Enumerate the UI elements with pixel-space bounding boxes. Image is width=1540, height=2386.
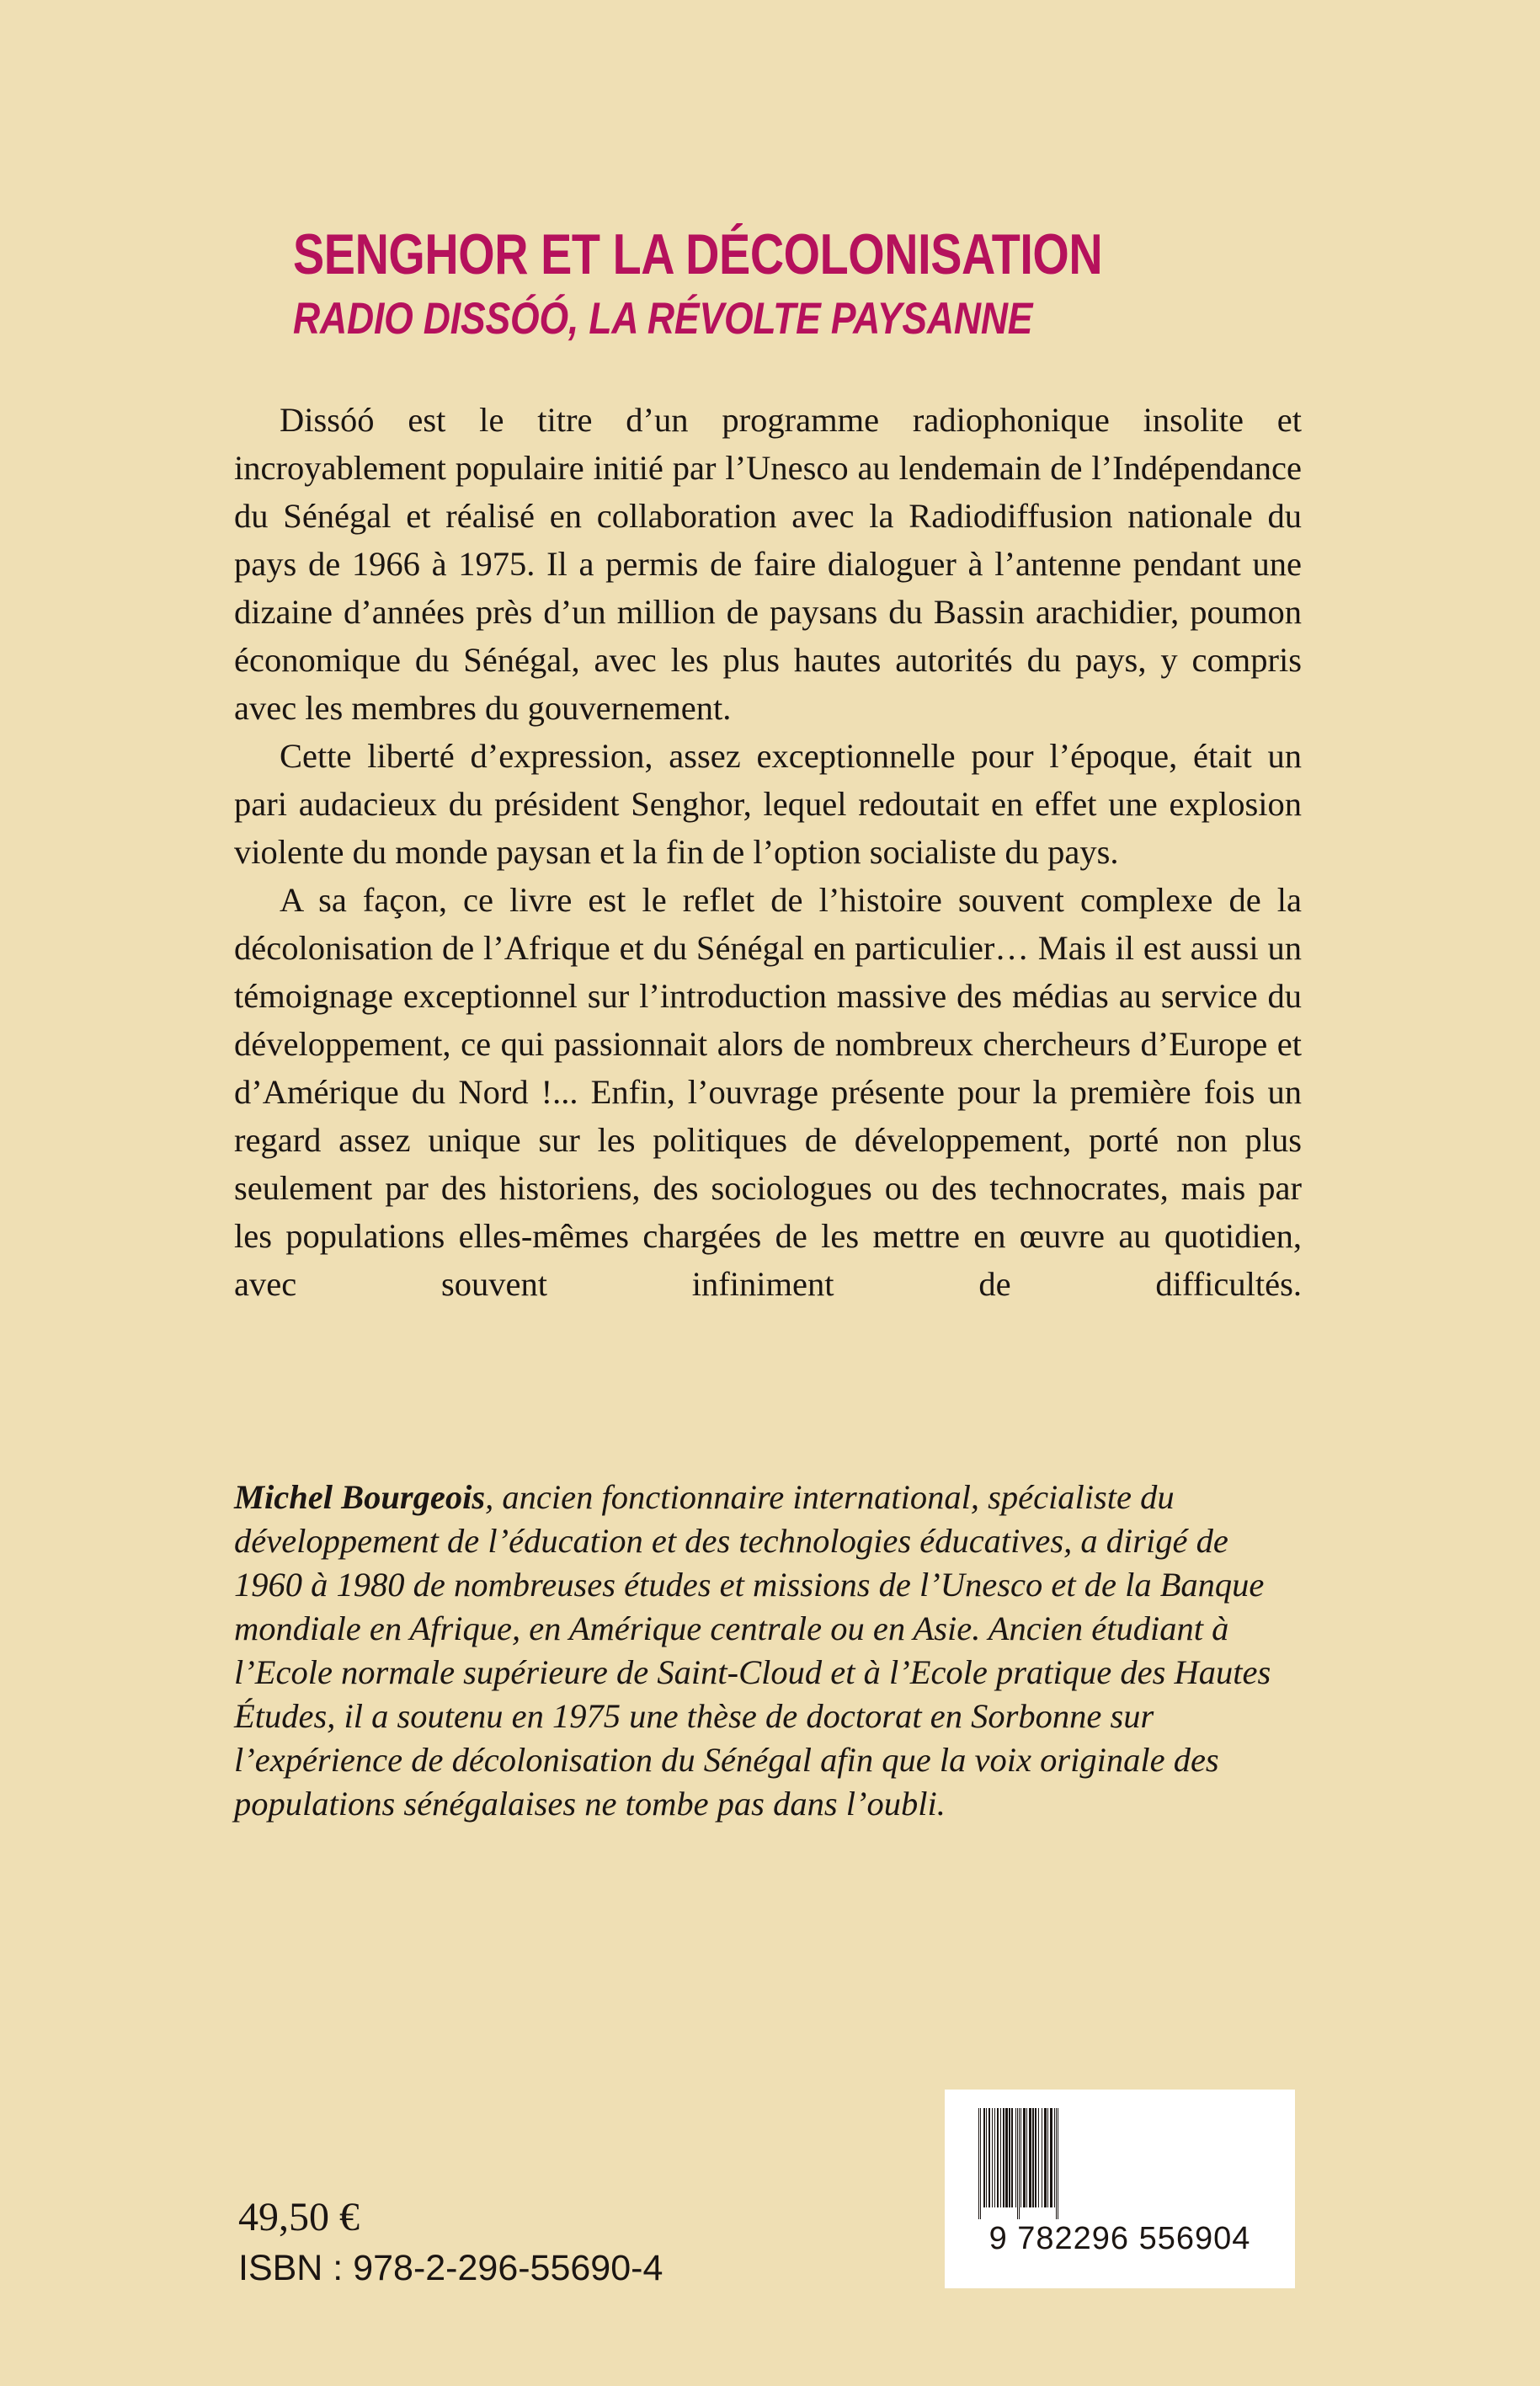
blurb-text <box>234 396 1302 1356</box>
barcode-inner <box>978 2108 1261 2257</box>
book-main-title: SENGHOR ET LA DÉCOLONISATION <box>293 222 1103 286</box>
author-bio <box>234 1476 1302 1826</box>
author-bio-text: , ancien fonctionnaire international, spécialiste du développement de l’éducation et des technologies éducatives, a dirigé de 1960 à 1980 de nombreuses études et missions de l’Unesco et de la Banque mondiale en Afrique, en Amérique centrale ou en Asie. Ancien étudiant à l’Ecole normale supérieure de Saint-Cloud et à l’Ecole pratique des Hautes Études, il a soutenu en 1975 une thèse de doctorat en Sorbonne sur l’expérience de décolonisation du Sénégal afin que la voix originale des populations sénégalaises ne tombe pas dans l’oubli. <box>234 1478 1271 1823</box>
author-bio-paragraph <box>234 1476 1302 1826</box>
title-block <box>293 222 1303 344</box>
blurb-paragraph-1: Dissóó est le titre d’un programme radiophonique insolite et incroyablement populaire initié par l’Unesco au lendemain de l’Indépendance du Sénégal et réalisé en collaboration avec la Radiodiffusion nationale du pays de 1966 à 1975. Il a permis de faire dialoguer à l’antenne pendant une dizaine d’années près d’un million de paysans du Bassin arachidier, poumon économique du Sénégal, avec les plus hautes autorités du pays, y compris avec les membres du gouvernement. <box>234 401 1302 727</box>
blurb-paragraph-2: Cette liberté d’expression, assez exceptionnelle pour l’époque, était un pari audacieux du président Senghor, lequel redoutait en effet une explosion violente du monde paysan et la fin de l’option socialiste du pays. <box>234 737 1302 871</box>
barcode-bars-icon <box>978 2108 1058 2219</box>
blurb-paragraph-3: A sa façon, ce livre est le reflet de l’histoire souvent complexe de la décolonisation de l’Afrique et du Sénégal en particulier… Mais il est aussi un témoignage exceptionnel sur l’introduction massive des médias au service du développement, ce qui passionnait alors de nombreux chercheurs d’Europe et d’Amérique du Nord !... Enfin, l’ouvrage présente pour la première fois un regard assez unique sur les politiques de développement, porté non plus seulement par des historiens, des sociologues ou des technocrates, mais par les populations elles-mêmes chargées de les mettre en œuvre au quotidien, avec souvent infiniment de difficultés. <box>234 881 1302 1303</box>
barcode-digits: 9 782296 556904 <box>988 2221 1251 2256</box>
barcode <box>945 2090 1295 2288</box>
price-label: 49,50 € <box>238 2195 360 2239</box>
book-subtitle: RADIO DISSÓÓ, LA RÉVOLTE PAYSANNE <box>293 294 1033 344</box>
price-isbn-block <box>238 2191 663 2293</box>
author-name: Michel Bourgeois <box>234 1478 486 1516</box>
isbn-label: ISBN : 978-2-296-55690-4 <box>238 2248 663 2288</box>
